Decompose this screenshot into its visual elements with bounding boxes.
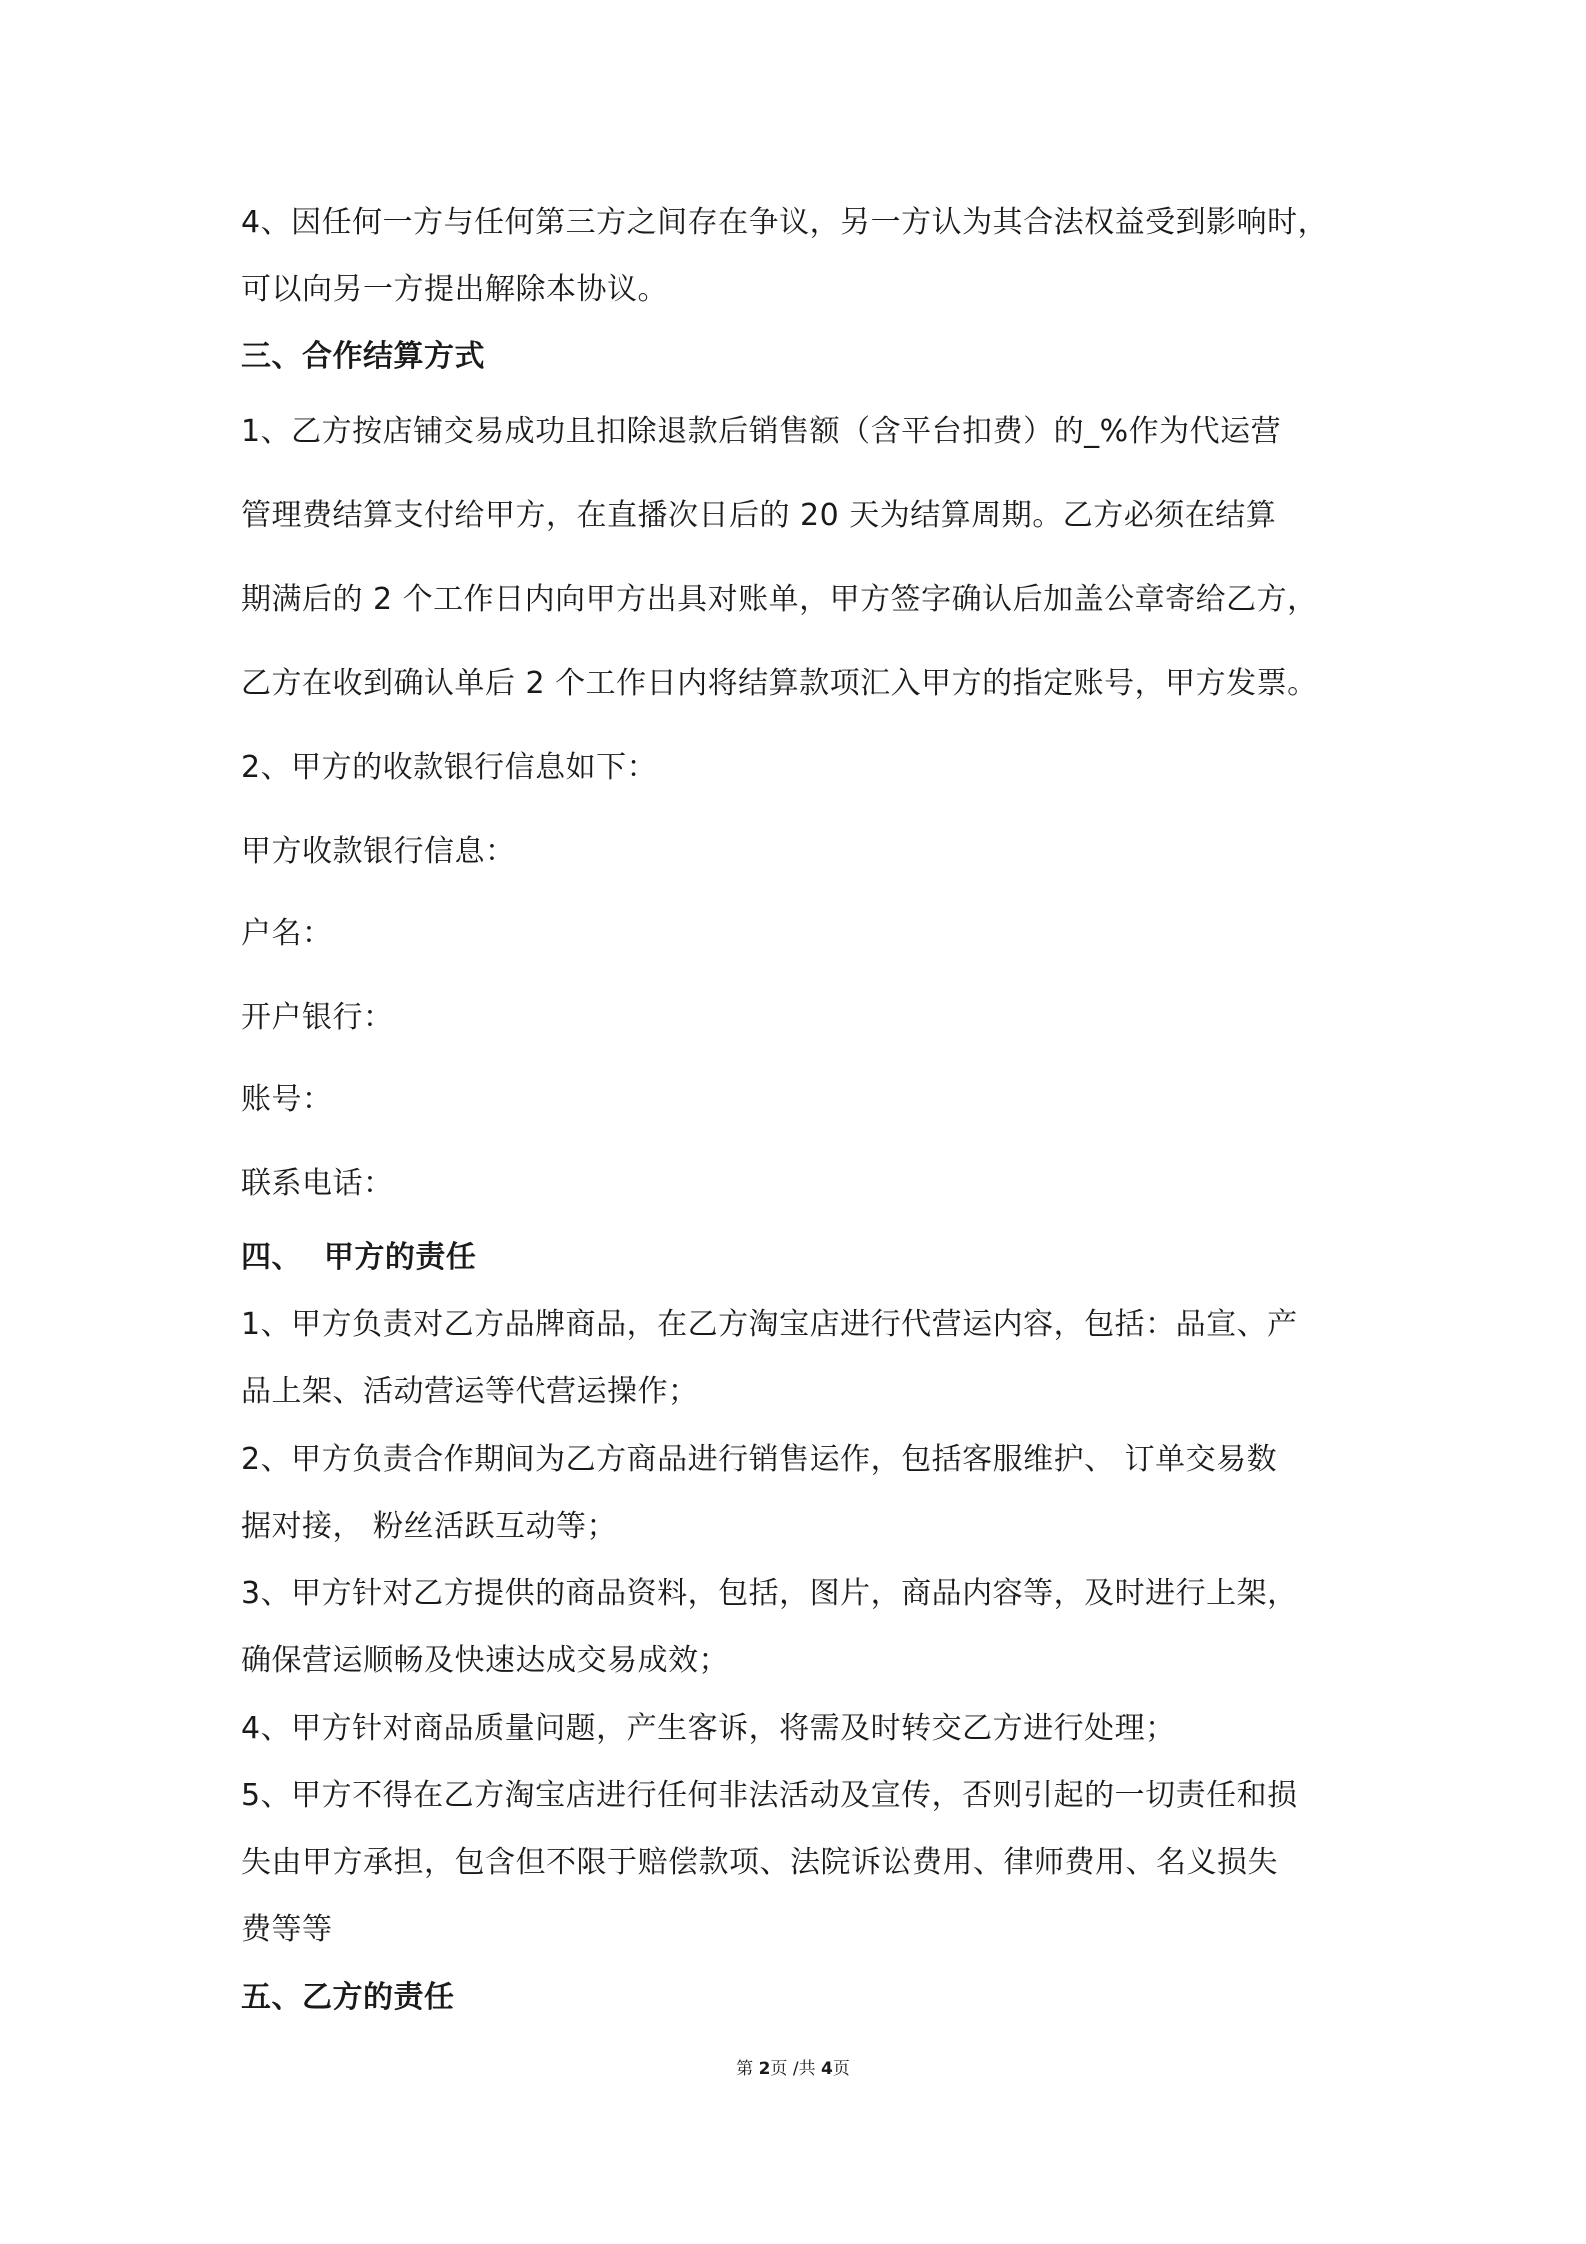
section-heading: 四、 甲方的责任 — [241, 1240, 477, 1275]
account-number-label: 账号： — [241, 1082, 333, 1117]
paragraph-line: 4、甲方针对商品质量问题，产生客诉，将需及时转交乙方进行处理； — [241, 1711, 1176, 1746]
footer-middle: 页 /共 — [770, 2059, 821, 2079]
paragraph-line: 费等等 — [241, 1912, 333, 1947]
account-name-label: 户名： — [241, 916, 333, 951]
paragraph-line: 管理费结算支付给甲方，在直播次日后的 20 天为结算周期。乙方必须在结算 — [241, 498, 1277, 533]
footer-suffix: 页 — [832, 2059, 850, 2079]
paragraph-line: 5、甲方不得在乙方淘宝店进行任何非法活动及宣传，否则引起的一切责任和损 — [241, 1778, 1298, 1813]
paragraph-line: 期满后的 2 个工作日内向甲方出具对账单，甲方签字确认后加盖公章寄给乙方， — [241, 582, 1318, 617]
contact-phone-label: 联系电话： — [241, 1166, 394, 1201]
paragraph-line: 1、乙方按店铺交易成功且扣除退款后销售额（含平台扣费）的_%作为代运营 — [241, 414, 1282, 449]
paragraph-line: 1、甲方负责对乙方品牌商品，在乙方淘宝店进行代营运内容，包括：品宣、产 — [241, 1307, 1298, 1342]
paragraph-line: 据对接， 粉丝活跃互动等； — [241, 1509, 618, 1544]
section-heading: 五、乙方的责任 — [241, 1980, 455, 2015]
paragraph-line: 4、因任何一方与任何第三方之间存在争议，另一方认为其合法权益受到影响时， — [241, 205, 1329, 240]
paragraph-line: 失由甲方承担，包含但不限于赔偿款项、法院诉讼费用、律师费用、名义损失 — [241, 1845, 1278, 1880]
current-page-number: 2 — [758, 2059, 771, 2079]
paragraph-line: 2、甲方的收款银行信息如下： — [241, 750, 658, 785]
paragraph-line: 可以向另一方提出解除本协议。 — [241, 272, 668, 307]
bank-name-label: 开户银行： — [241, 1000, 394, 1035]
section-heading: 三、合作结算方式 — [241, 339, 485, 374]
total-page-count: 4 — [820, 2059, 833, 2079]
paragraph-line: 2、甲方负责合作期间为乙方商品进行销售运作，包括客服维护、 订单交易数 — [241, 1442, 1278, 1477]
paragraph-line: 甲方收款银行信息： — [241, 834, 516, 869]
footer-prefix: 第 — [736, 2059, 759, 2079]
paragraph-line: 品上架、活动营运等代营运操作； — [241, 1374, 699, 1409]
paragraph-line: 乙方在收到确认单后 2 个工作日内将结算款项汇入甲方的指定账号，甲方发票。 — [241, 666, 1318, 701]
page-number-footer — [0, 2058, 1586, 2080]
paragraph-line: 确保营运顺畅及快速达成交易成效； — [241, 1643, 729, 1678]
paragraph-line: 3、甲方针对乙方提供的商品资料，包括，图片，商品内容等，及时进行上架， — [241, 1576, 1298, 1611]
